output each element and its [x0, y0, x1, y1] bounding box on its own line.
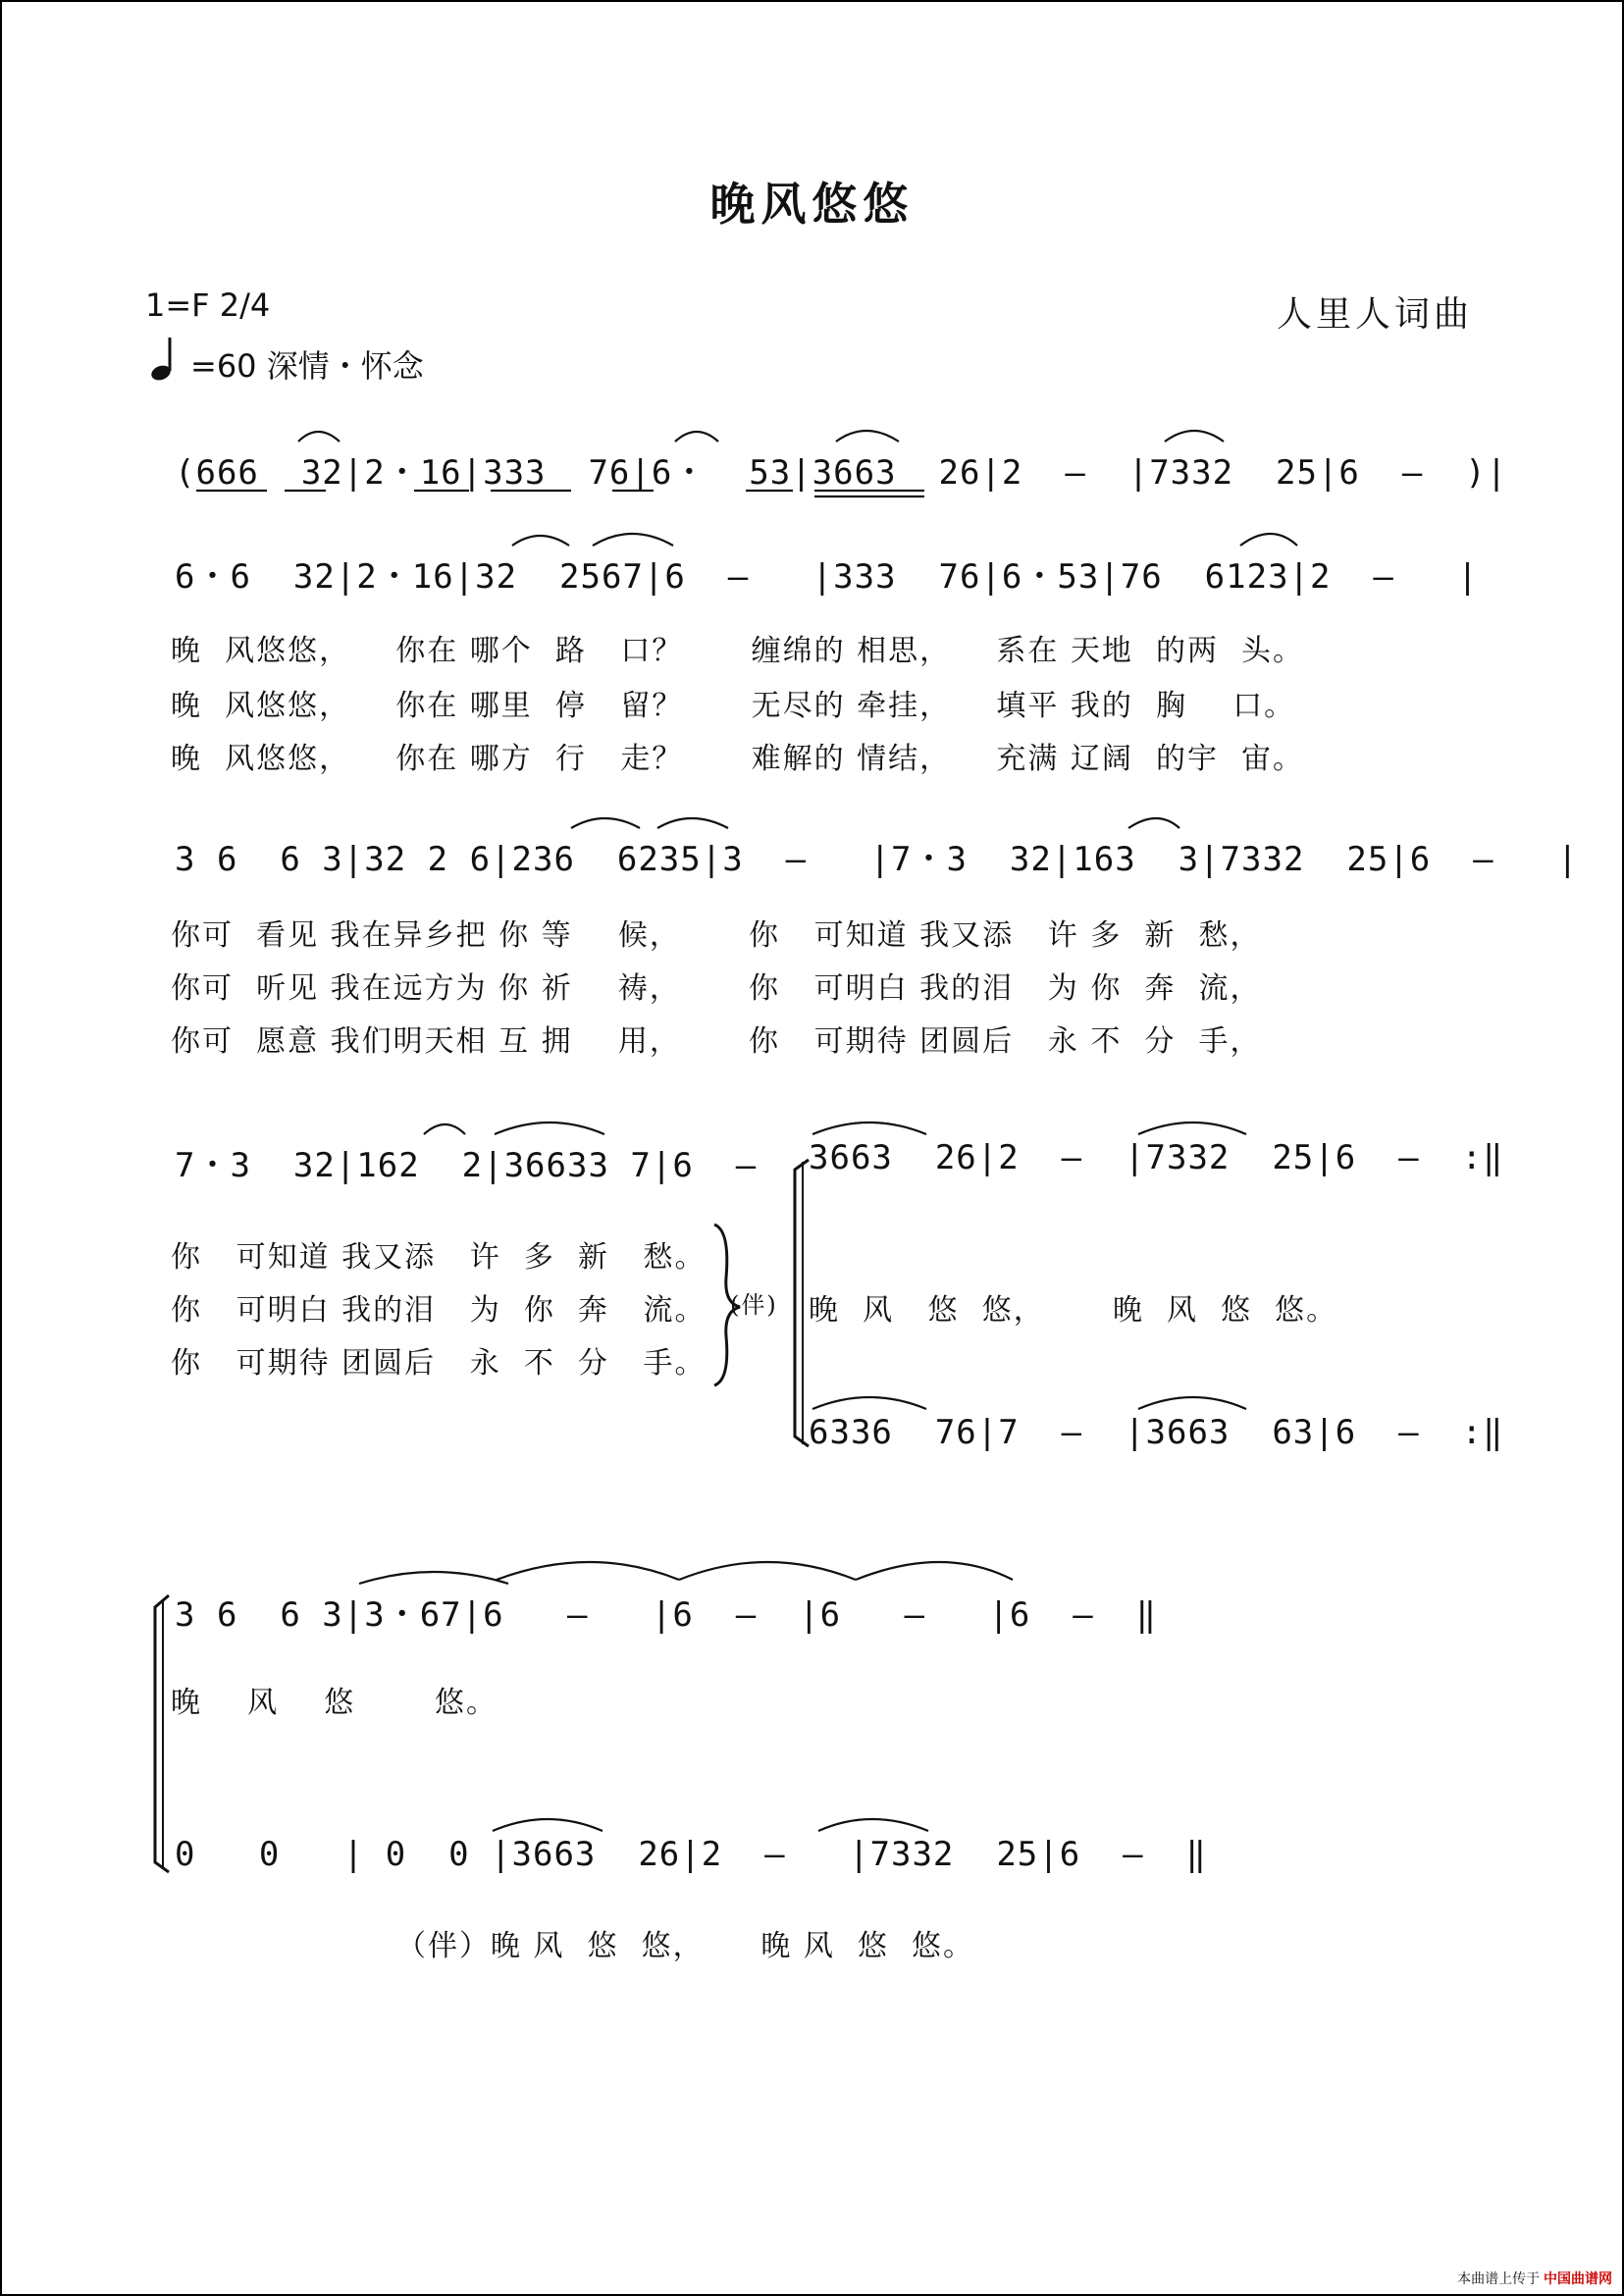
coda-upper-notation: 3 6 6 3|3・67|6 – |6 – |6 – |6 – ‖ [175, 1595, 1158, 1635]
site-logo[interactable]: 中国曲谱网 [1544, 2270, 1612, 2286]
upload-credit [1457, 2269, 1612, 2288]
tempo-marking: =60 深情・怀念 [190, 347, 424, 385]
verse3-lyric-line-2: 你可 愿意 我们明天相 互 拥 用， 你 可期待 团圆后 永 不 分 手， [171, 1024, 1262, 1059]
verse2-lyric-line-2: 你可 听见 我在远方为 你 祈 祷， 你 可明白 我的泪 为 你 奔 流， [171, 971, 1262, 1006]
upload-credit-text: 本曲谱上传于 [1457, 2270, 1541, 2286]
song-title: 晚风悠悠 [709, 178, 915, 231]
accompaniment-mark: (伴) [730, 1291, 778, 1319]
verse2-lyric-line-3: 你 可明白 我的泪 为 你 奔 流。 [171, 1293, 707, 1328]
verse-notation-line-1: 6・6 32|2・16|32 2567|6 – |333 76|6・53|76 6123|2 – | [175, 557, 1479, 597]
verse1-lyric-line-2: 你可 看见 我在异乡把 你 等 候， 你 可知道 我又添 许 多 新 愁， [171, 918, 1262, 953]
verse2-lyric-line-1: 晚 风悠悠， 你在 哪里 停 留？ 无尽的 牵挂， 填平 我的 胸 口。 [171, 689, 1296, 723]
notation-decorations [2, 2, 1622, 2294]
key-and-meter: 1=F 2/4 [145, 287, 271, 324]
verse-notation-line-3: 7・3 32|162 2|36633 7|6 – [175, 1146, 758, 1185]
volta-lyric: 晚 风 悠 悠， 晚 风 悠 悠。 [809, 1293, 1338, 1328]
volta-upper-notation: 3663 26|2 – |7332 25|6 – :‖ [809, 1138, 1504, 1177]
coda-lower-lyric: （伴）晚 风 悠 悠， 晚 风 悠 悠。 [396, 1929, 975, 1963]
verse3-lyric-line-1: 晚 风悠悠， 你在 哪方 行 走？ 难解的 情结， 充满 辽阔 的宇 宙。 [171, 742, 1305, 776]
composer-credit: 人里人词曲 [1276, 294, 1473, 335]
intro-notation: (666 32|2・16|333 76|6・ 53|3663 26|2 – |7332 25|6 – )| [175, 453, 1508, 493]
verse1-lyric-line-1: 晚 风悠悠， 你在 哪个 路 口？ 缠绵的 相思， 系在 天地 的两 头。 [171, 634, 1305, 668]
verse3-lyric-line-3: 你 可期待 团圆后 永 不 分 手。 [171, 1346, 707, 1381]
volta-lower-notation: 6336 76|7 – |3663 63|6 – :‖ [809, 1413, 1504, 1452]
verse1-lyric-line-3: 你 可知道 我又添 许 多 新 愁。 [171, 1240, 707, 1275]
coda-upper-lyric: 晚 风 悠 悠。 [171, 1686, 498, 1720]
verse-notation-line-2: 3 6 6 3|32 2 6|236 6235|3 – |7・3 32|163 3|7332 25|6 – | [175, 840, 1579, 879]
coda-lower-notation: 0 0 | 0 0 |3663 26|2 – |7332 25|6 – ‖ [175, 1835, 1208, 1874]
